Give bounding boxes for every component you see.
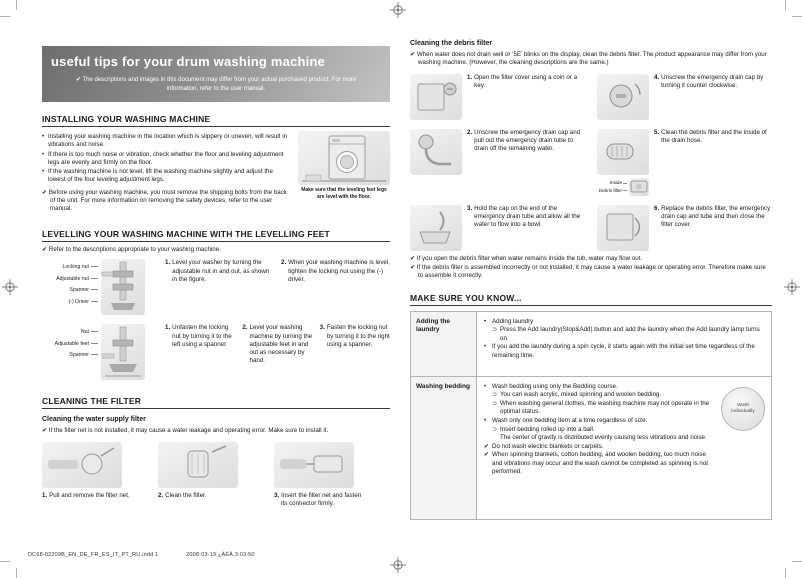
item-text: Press the Add laundry(Stop&Add) button and add the laundry when the Add laundry lamp turns on.	[500, 326, 760, 342]
list-item	[484, 326, 764, 343]
levelling-diagram-2	[42, 324, 390, 384]
step-text: Unfasten the locking nut by turning it to the left using a spanner.	[172, 324, 232, 348]
diagram2-figure	[42, 324, 158, 384]
debris-step-cell	[410, 205, 585, 251]
debris-step-cell	[410, 74, 585, 120]
water-filter-caption	[42, 492, 134, 500]
list-item	[484, 434, 715, 443]
diagram-label: Adjustable nut	[42, 274, 98, 285]
step-number: 1.	[165, 259, 171, 267]
row-label: Washing bedding	[411, 377, 477, 519]
step-number: 5.	[654, 128, 660, 136]
step-text: Level your washer by turning the adjustable nut in and out, as shown in the figure.	[172, 259, 270, 283]
water-filter-step	[42, 442, 134, 508]
diagram1-figure	[42, 259, 158, 319]
debris-step-figure	[597, 205, 649, 251]
installing-content	[42, 131, 390, 217]
item-marker: •	[484, 317, 487, 325]
make-sure-table	[410, 311, 772, 520]
debris-note: ✔ When water does not drain well or ‘5E’ blinks on the display, clean the debris filter. The product appearance may differ from your washing machine. (However, the cleaning descriptions are the same.)	[410, 51, 767, 67]
page-title: useful tips for your drum washing machine	[51, 54, 326, 69]
table-row-washing-bedding	[411, 377, 771, 519]
debris-steps-grid	[410, 74, 772, 251]
step-number: 4.	[654, 73, 660, 81]
right-column	[410, 40, 772, 520]
subheading-debris-filter: Cleaning the debris filter	[410, 40, 493, 47]
step-text: Clean the filter.	[165, 491, 207, 499]
debris-step-text	[654, 74, 772, 120]
row-content	[477, 312, 771, 376]
diagram-label: Spanner	[42, 350, 98, 361]
item-text: You can wash acrylic, mixed spinning and woolen bedding.	[500, 391, 662, 399]
levelling-step	[242, 324, 312, 384]
item-marker: •	[484, 343, 487, 351]
registration-mark-icon	[390, 557, 406, 573]
debris-step-cell	[410, 129, 585, 196]
debris-step-figure	[597, 129, 649, 196]
step-number: 2.	[158, 491, 164, 499]
step-text: Fasten the locking nut by turning it to the right using a spanner.	[326, 324, 390, 348]
row-content	[477, 377, 771, 519]
debris-inside-labels	[597, 179, 627, 194]
diagram-label: Adjustable feet	[42, 339, 98, 350]
crop-mark	[785, 568, 786, 578]
filter-step3-image	[274, 442, 354, 488]
debris-step-cell	[597, 129, 772, 196]
list-item	[484, 426, 715, 435]
water-filter-step	[158, 442, 250, 508]
step-text: Hold the cap on the end of the emergency drain tube and allow all the water to flow into a bowl.	[474, 204, 581, 229]
item-marker: ⊃	[492, 425, 498, 433]
list-item	[484, 318, 764, 327]
diagram-label: Locking nut	[42, 262, 98, 273]
installing-bullets	[42, 133, 290, 185]
step-text: Unscrew the emergency drain cap and pull out the emergency drain tube to drain off the remaining water.	[474, 128, 581, 153]
levelling-step	[165, 324, 235, 384]
step-text: Replace the debris filter, the emergency drain cap and tube and then close the filter cover.	[661, 204, 771, 229]
item-text: When spinning blankets, cotton bedding, and woolen bedding, too much noise and vibrations may occur and the wash cannot be completed as spinning is not performed.	[492, 451, 709, 476]
bullet-item: • Installing your washing machine in the location which is slippery or uneven, will result in vibrations and noise.	[42, 133, 290, 150]
levelling-step	[281, 259, 390, 319]
washer-figure-caption: Make sure that the leveling feet legs are level with the floor.	[301, 187, 387, 200]
list-item	[484, 343, 764, 360]
water-filter-caption	[274, 492, 366, 508]
water-filter-caption	[158, 492, 250, 500]
diagram-label: Nut	[42, 327, 98, 338]
print-footer	[28, 552, 255, 558]
debris-step-text	[467, 74, 585, 120]
step-text: Open the filter cover using a coin or a key.	[474, 73, 578, 89]
bullet-item: • If there is too much noise or vibration, check whether the floor and leveling adjustment legs are evenly and firmly on the floor.	[42, 151, 290, 168]
item-marker: •	[484, 382, 487, 390]
item-text: When washing general clothes, the washing machine may not operate in the optimal status.	[500, 399, 710, 416]
registration-mark-left	[2, 279, 18, 295]
filter-step2-image	[158, 442, 238, 488]
crop-mark	[16, 0, 17, 10]
item-marker: ✔	[484, 451, 490, 459]
registration-mark-right	[784, 279, 800, 295]
footer-filename: DC68-02209B_EN_DE_FR_ES_IT_PT_RU.indd 1	[28, 552, 159, 558]
diagram2-labels	[42, 324, 98, 384]
item-text: If you add the laundry during a spin cycle, it starts again with the initial set time regardless of the remaining time.	[492, 343, 755, 359]
list-item	[484, 451, 715, 477]
debris-warning-1: ✔ If you open the debris filter when water remains inside the tub, water may flow out.	[410, 254, 643, 262]
levelling-step	[165, 259, 274, 319]
filter-step1-image	[42, 442, 122, 488]
debris-step5-image	[597, 129, 649, 175]
item-text: Adding laundry	[492, 317, 534, 325]
debris-step4-image	[597, 74, 649, 120]
item-marker: ⊃	[492, 326, 498, 334]
item-text: Wash only one bedding item at a time regardless of size.	[492, 416, 648, 424]
debris-step-figure	[410, 129, 462, 196]
list-item	[484, 383, 715, 392]
debris-step-text	[467, 129, 585, 196]
crop-mark	[0, 561, 10, 562]
debris-step-figure	[410, 74, 462, 120]
section-heading-installing: INSTALLING YOUR WASHING MACHINE	[42, 114, 390, 127]
debris-step-figure	[597, 74, 649, 120]
debris-step-cell	[597, 74, 772, 120]
step-text: Level your washing machine by turning the adjustable feet in and out as necessary by hand.	[249, 324, 313, 365]
debris-inside-figure	[597, 178, 649, 196]
diagram-label: (-) Driver	[42, 297, 98, 308]
step-number: 3.	[319, 324, 325, 332]
installing-note: ✔ Before using your washing machine, you must remove the shipping bolts from the back of the unit. For more information on removing the safety devices, refer to the user manual.	[42, 188, 287, 213]
debris-step-figure	[410, 205, 462, 251]
item-text: Do not wash electric blankets or carpets.	[492, 442, 604, 450]
registration-mark-top	[390, 2, 406, 18]
debris-step-text	[654, 205, 772, 251]
step-number: 1.	[165, 324, 171, 332]
step-number: 6.	[654, 204, 660, 212]
item-text: The center of gravity is distributed evenly causing less vibrations and noise.	[500, 434, 707, 442]
list-item	[484, 400, 715, 417]
levelling-diagram-1	[42, 259, 390, 319]
item-marker: ⊃	[492, 391, 498, 399]
step-text: Pull and remove the filter net.	[49, 491, 130, 499]
crop-mark	[792, 561, 802, 562]
washing-machine-illustration	[298, 131, 390, 185]
debris-step2-image	[410, 129, 462, 175]
row-label: Adding the laundry	[411, 312, 477, 376]
item-marker: •	[484, 416, 487, 424]
diagram1-labels	[42, 259, 98, 319]
water-filter-note: ✔ If the filter net is not installed, it may cause a water leakage and operating error. Make sure to install it.	[42, 427, 329, 435]
water-filter-steps	[42, 442, 390, 508]
levelling-feet-illustration	[101, 324, 145, 380]
step-text: When your washing machine is level, tighten the locking nut using the (-) driver.	[288, 259, 390, 283]
registration-mark-bottom	[390, 557, 406, 573]
wash-individually-badge: Wash individually	[721, 387, 765, 431]
debris-inside-image	[629, 178, 649, 196]
step-number: 1.	[42, 491, 48, 499]
step-number: 1.	[467, 73, 473, 81]
crop-mark	[785, 0, 786, 10]
levelling-nut-illustration	[101, 259, 145, 315]
step-number: 2.	[242, 324, 248, 332]
registration-mark-icon	[784, 279, 800, 295]
registration-mark-icon	[390, 2, 406, 18]
footer-timestamp: 2008-03-19 ¿ÀÈÄ 3:03:50	[186, 552, 255, 558]
crop-mark	[16, 568, 17, 578]
table-row-adding-laundry	[411, 312, 771, 377]
levelling-step	[320, 324, 390, 384]
diagram-label: Spanner	[42, 285, 98, 296]
step-number: 3.	[467, 204, 473, 212]
list-item	[484, 417, 715, 426]
item-marker: ✔	[484, 442, 490, 450]
item-marker: ⊃	[492, 399, 498, 407]
list-item	[484, 391, 715, 400]
debris-step6-image	[597, 205, 649, 251]
crop-mark	[792, 16, 802, 17]
subheading-water-supply-filter: Cleaning the water supply filter	[42, 416, 146, 424]
registration-mark-icon	[2, 279, 18, 295]
crop-mark	[0, 16, 10, 17]
step-text: Insert the filter net and fasten its connector firmly.	[281, 491, 362, 507]
debris-step1-image	[410, 74, 462, 120]
debris-step-text	[467, 205, 585, 251]
step-text: Clean the debris filter and the inside of the drain hose.	[661, 128, 767, 144]
list-item	[484, 443, 715, 452]
section-heading-cleaning-filter: CLEANING THE FILTER	[42, 396, 390, 409]
step-text: Unscrew the emergency drain cap by turning it counter clockwise.	[661, 73, 764, 89]
step-number: 3.	[274, 491, 280, 499]
step-number: 2.	[281, 259, 287, 267]
debris-step-cell	[597, 205, 772, 251]
item-text: Wash bedding using only the Bedding course.	[492, 382, 618, 390]
banner-note: ✔ The descriptions and images in this document may differ from your actual purchased product. For more information, refer to the user manual.	[75, 77, 357, 92]
water-filter-step	[274, 442, 366, 508]
bullet-item: • If the washing machine is not level, lift the washing machine slightly and adjust the lowest of the four leveling adjustment legs.	[42, 168, 290, 185]
inside-label: Inside	[597, 179, 627, 186]
debris-filter-label: Debris filter	[597, 187, 627, 194]
section-heading-make-sure: MAKE SURE YOU KNOW...	[410, 293, 772, 306]
installing-text	[42, 131, 290, 217]
title-banner	[42, 46, 390, 102]
washer-figure	[298, 131, 390, 217]
levelling-note: ✔ Refer to the descriptions appropriate to your washing machine.	[42, 246, 221, 253]
debris-step-text	[654, 129, 772, 196]
step-number: 2.	[467, 128, 473, 136]
left-column	[42, 46, 390, 508]
debris-step3-image	[410, 205, 462, 251]
section-heading-levelling: LEVELLING YOUR WASHING MACHINE WITH THE LEVELLING FEET	[42, 229, 390, 242]
debris-warning-2: ✔ If the debris filter is assembled incorrectly or not installed, it may cause a water leakage or operating error. Therefore make sure to assemble it correctly.	[410, 264, 766, 280]
item-text: Insert bedding rolled up into a ball.	[500, 425, 595, 433]
